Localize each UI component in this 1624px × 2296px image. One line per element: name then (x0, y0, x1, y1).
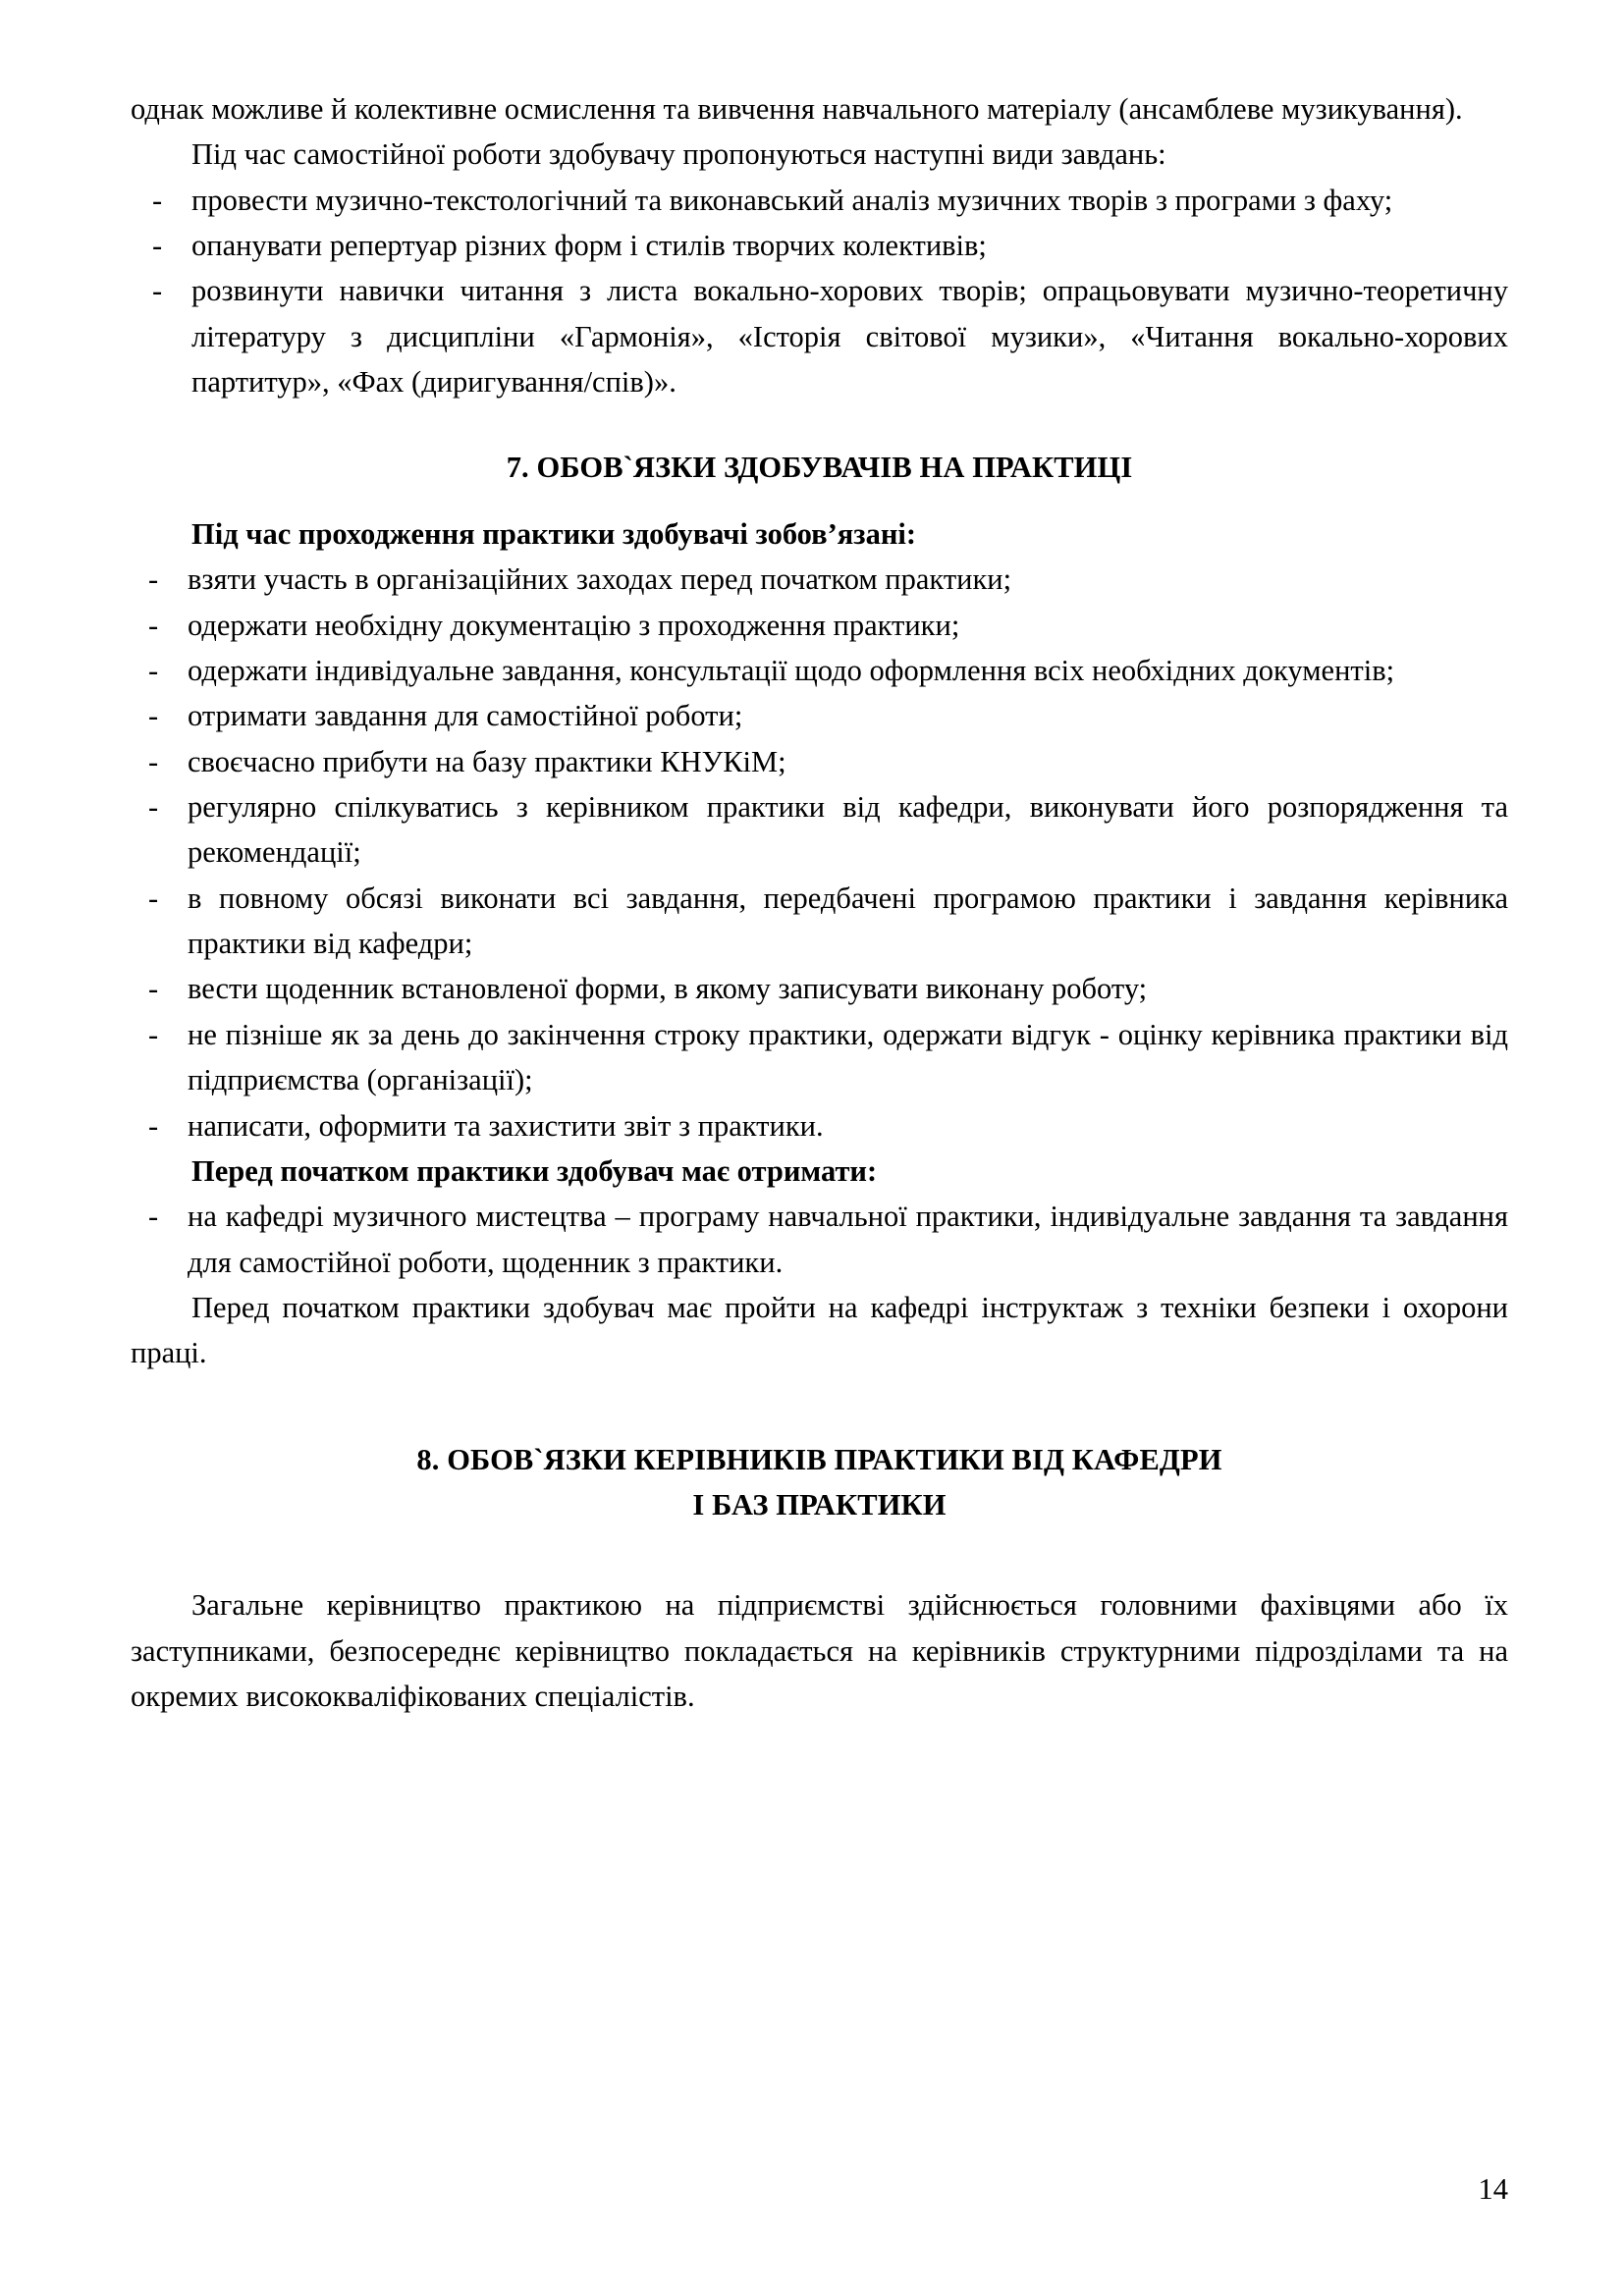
self-work-intro-paragraph: Під час самостійної роботи здобувачу пропонуються наступні види завдань: (191, 137, 1166, 172)
table-row (131, 648, 1508, 693)
list-item (131, 178, 1508, 223)
section8-paragraph: Загальне керівництво практикою на підприємстві здійснюється головними фахівцями або їх заступниками, безпосереднє керівництво покладається на керівників структурними підрозділами та на окремих висококваліфікованих спеціалістів. (131, 1588, 1508, 1714)
table-row (131, 603, 1508, 648)
list-item-text: на кафедрі музичного мистецтва – програму навчальної практики, індивідуальне завдання та завдання для самостійної роботи, щоденник з практики. (188, 1200, 1508, 1279)
list-item-text: в повному обсязі виконати всі завдання, передбачені програмою практики і завдання керівника практики від кафедри; (188, 881, 1508, 961)
dash-bullet-icon: - (148, 1108, 159, 1143)
list-item-text: провести музично-текстологічний та виконавський аналіз музичних творів з програми з фаху; (191, 183, 1393, 217)
list-item-text: своєчасно прибути на базу практики КНУКіМ; (188, 744, 786, 778)
dash-bullet-icon: - (148, 881, 159, 915)
dash-bullet-icon: - (148, 653, 159, 687)
dash-bullet-icon: - (152, 183, 163, 217)
list-item (131, 1194, 1508, 1285)
table-row (131, 784, 1508, 876)
list-item (131, 223, 1508, 268)
section8-heading-line2: І БАЗ ПРАКТИКИ (692, 1488, 947, 1522)
list-item-text: не пізніше як за день до закінчення строку практики, одержати відгук - оцінку керівника практики від підприємства (організації); (188, 1017, 1508, 1097)
list-item-text: розвинути навички читання з листа вокально-хорових творів; опрацьовувати музично-теоретичну літературу з дисципліни «Гармонія», «Історія світової музики», «Читання вокально-хорових партитур», «Фах (диригування/спів)». (191, 274, 1508, 400)
dash-bullet-icon: - (152, 229, 163, 263)
dash-bullet-icon: - (148, 790, 159, 825)
dash-bullet-icon: - (148, 972, 159, 1006)
before-start-lead: Перед початком практики здобувач має отримати: (191, 1153, 878, 1188)
table-row (131, 739, 1508, 784)
table-row (131, 1012, 1508, 1103)
list-item-text: вести щоденник встановленої форми, в якому записувати виконану роботу; (188, 972, 1148, 1006)
before-start-list (131, 1194, 1508, 1285)
dash-bullet-icon: - (148, 1017, 159, 1051)
list-item-text: опанувати репертуар різних форм і стилів творчих колективів; (191, 229, 987, 263)
self-work-list (131, 178, 1508, 405)
list-item-text: написати, оформити та захистити звіт з практики. (188, 1108, 824, 1143)
table-row (131, 1103, 1508, 1148)
page-number: 14 (1478, 2171, 1508, 2206)
list-item (131, 268, 1508, 404)
section7-duties-list (131, 557, 1508, 1148)
section7-lead: Під час проходження практики здобувачі зобов’язані: (191, 516, 917, 551)
table-row (131, 966, 1508, 1011)
list-item-text: одержати необхідну документацію з проходження практики; (188, 608, 960, 642)
section8-heading-line1: 8. ОБОВ`ЯЗКИ КЕРІВНИКІВ ПРАКТИКИ ВІД КАФЕДРИ (416, 1442, 1222, 1476)
table-row (131, 693, 1508, 738)
table-row (131, 876, 1508, 967)
list-item-text: взяти участь в організаційних заходах перед початком практики; (188, 562, 1012, 597)
dash-bullet-icon: - (148, 699, 159, 733)
dash-bullet-icon: - (148, 562, 159, 597)
document-body (131, 86, 1508, 1720)
dash-bullet-icon: - (152, 274, 163, 308)
dash-bullet-icon: - (148, 608, 159, 642)
section8-heading-block (131, 1437, 1508, 1528)
dash-bullet-icon: - (148, 1200, 159, 1234)
section7-closing-paragraph: Перед початком практики здобувач має пройти на кафедрі інструктаж з техніки безпеки і охорони праці. (131, 1290, 1508, 1370)
dash-bullet-icon: - (148, 744, 159, 778)
opening-paragraph: однак можливе й колективне осмислення та вивчення навчального матеріалу (ансамблеве музикування). (131, 92, 1463, 126)
section7-heading: 7. ОБОВ`ЯЗКИ ЗДОБУВАЧІВ НА ПРАКТИЦІ (506, 450, 1133, 484)
spacer (131, 1527, 1508, 1582)
list-item-text: регулярно спілкуватись з керівником практики від кафедри, виконувати його розпорядження та рекомендації; (188, 790, 1508, 870)
section7-heading-block (131, 445, 1508, 490)
list-item-text: одержати індивідуальне завдання, консультації щодо оформлення всіх необхідних документів; (188, 653, 1395, 687)
table-row (131, 557, 1508, 602)
list-item-text: отримати завдання для самостійної роботи; (188, 699, 743, 733)
